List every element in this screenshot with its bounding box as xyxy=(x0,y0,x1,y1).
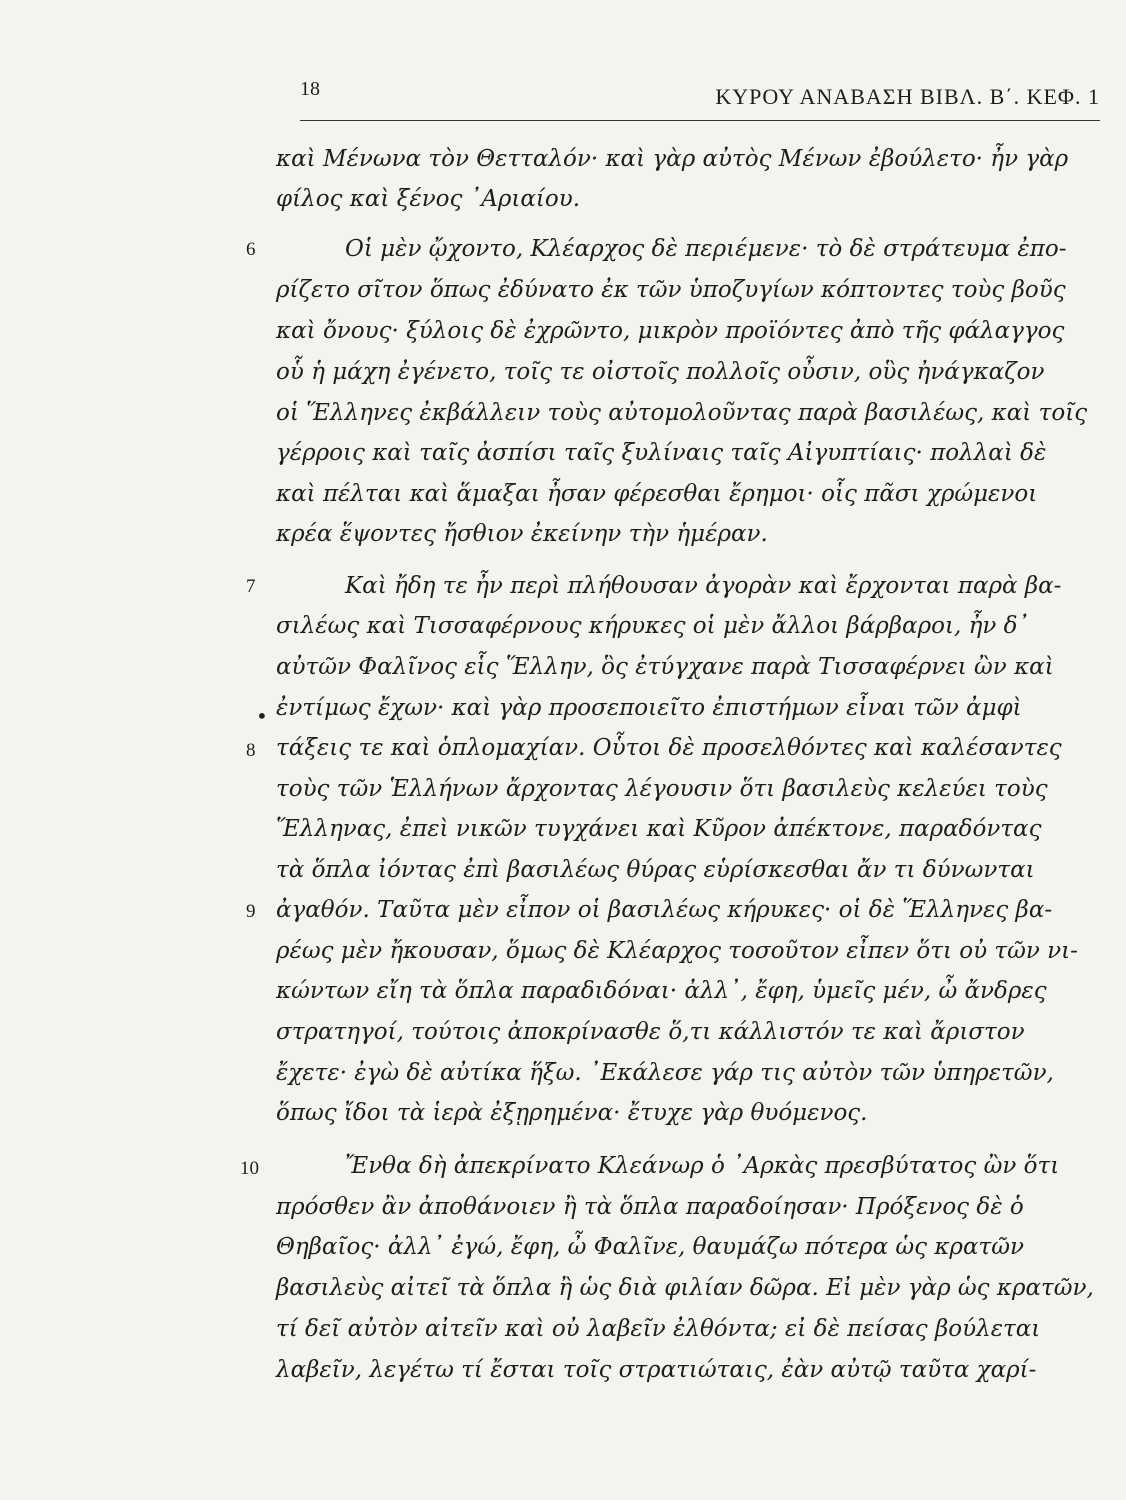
text-line: αὐτῶν Φαλῖνος εἷς Ἕλλην, ὃς ἐτύγχανε παρὰ Τισσαφέρνει ὢν καὶ xyxy=(276,654,1054,680)
text-line: τὰ ὅπλα ἰόντας ἐπὶ βασιλέως θύρας εὑρίσκεσθαι ἄν τι δύνωνται xyxy=(276,857,1035,883)
text-line: Καὶ ἤδη τε ἦν περὶ πλήθουσαν ἀγορὰν καὶ ἔρχονται παρὰ βα- xyxy=(345,573,1062,599)
text-line: καὶ Μένωνα τὸν Θετταλόν· καὶ γὰρ αὐτὸς Μένων ἐβούλετο· ἦν γὰρ xyxy=(276,146,1069,172)
text-line: ἐντίμως ἔχων· καὶ γὰρ προσεποιεῖτο ἐπιστήμων εἶναι τῶν ἀμφὶ xyxy=(276,695,1022,721)
text-line: Οἱ μὲν ᾤχοντο, Κλέαρχος δὲ περιέμενε· τὸ δὲ στράτευμα ἐπο- xyxy=(345,236,1067,262)
section-number: 7 xyxy=(246,576,256,597)
text-line: κώντων εἴη τὰ ὅπλα παραδιδόναι· ἀλλ᾿, ἔφη, ὑμεῖς μέν, ὦ ἄνδρες xyxy=(276,978,1047,1004)
section-number: 9 xyxy=(246,901,256,922)
text-line: καὶ πέλται καὶ ἅμαξαι ἦσαν φέρεσθαι ἔρημοι· οἷς πᾶσι χρώμενοι xyxy=(276,481,1038,507)
section-number: 10 xyxy=(240,1158,259,1179)
margin-dot: • xyxy=(256,704,268,728)
text-line: στρατηγοί, τούτοις ἀποκρίνασθε ὅ,τι κάλλιστόν τε καὶ ἄριστον xyxy=(276,1019,1025,1045)
text-line: πρόσθεν ἂν ἀποθάνοιεν ἢ τὰ ὅπλα παραδοίησαν· Πρόξενος δὲ ὁ xyxy=(276,1194,1024,1220)
text-line: τάξεις τε καὶ ὁπλομαχίαν. Οὗτοι δὲ προσελθόντες καὶ καλέσαντες xyxy=(276,735,1062,761)
page-number: 18 xyxy=(300,78,320,100)
text-line: τοὺς τῶν Ἑλλήνων ἄρχοντας λέγουσιν ὅτι βασιλεὺς κελεύει τοὺς xyxy=(276,776,1048,802)
page-header xyxy=(300,70,1100,121)
text-line: βασιλεὺς αἰτεῖ τὰ ὅπλα ἢ ὡς διὰ φιλίαν δῶρα. Εἰ μὲν γὰρ ὡς κρατῶν, xyxy=(276,1275,1094,1301)
text-line: ὅπως ἴδοι τὰ ἱερὰ ἐξῃρημένα· ἔτυχε γὰρ θυόμενος. xyxy=(276,1100,868,1126)
text-line: κρέα ἕψοντες ἤσθιον ἐκείνην τὴν ἡμέραν. xyxy=(276,521,768,547)
text-line: ἔχετε· ἐγὼ δὲ αὐτίκα ἥξω. ᾿Εκάλεσε γάρ τις αὐτὸν τῶν ὑπηρετῶν, xyxy=(276,1060,1054,1086)
text-line: ἀγαθόν. Ταῦτα μὲν εἶπον οἱ βασιλέως κήρυκες· οἱ δὲ Ἕλληνες βα- xyxy=(276,897,1053,923)
text-line: οἱ Ἕλληνες ἐκβάλλειν τοὺς αὐτομολοῦντας παρὰ βασιλέως, καὶ τοῖς xyxy=(276,400,1088,426)
text-line: Ἔνθα δὴ ἀπεκρίνατο Κλεάνωρ ὁ ᾿Αρκὰς πρεσβύτατος ὢν ὅτι xyxy=(345,1153,1060,1179)
text-line: σιλέως καὶ Τισσαφέρνους κήρυκες οἱ μὲν ἄλλοι βάρβαροι, ἦν δ᾿ xyxy=(276,613,1030,639)
section-number: 8 xyxy=(246,740,256,761)
text-line: καὶ ὄνους· ξύλοις δὲ ἐχρῶντο, μικρὸν προϊόντες ἀπὸ τῆς φάλαγγος xyxy=(276,318,1065,344)
section-number: 6 xyxy=(246,239,256,260)
text-line: Θηβαῖος· ἀλλ᾿ ἐγώ, ἔφη, ὦ Φαλῖνε, θαυμάζω πότερα ὡς κρατῶν xyxy=(276,1234,1024,1260)
text-line: τί δεῖ αὐτὸν αἰτεῖν καὶ οὐ λαβεῖν ἐλθόντα; εἰ δὲ πείσας βούλεται xyxy=(276,1316,1041,1342)
text-line: ρέως μὲν ἤκουσαν, ὅμως δὲ Κλέαρχος τοσοῦτον εἶπεν ὅτι οὐ τῶν νι- xyxy=(276,938,1078,964)
text-line: λαβεῖν, λεγέτω τί ἔσται τοῖς στρατιώταις, ἐὰν αὐτῷ ταῦτα χαρί- xyxy=(276,1357,1037,1383)
text-line: γέρροις καὶ ταῖς ἀσπίσι ταῖς ξυλίναις ταῖς Αἰγυπτίαις· πολλαὶ δὲ xyxy=(276,440,1047,466)
text-line: φίλος καὶ ξένος ᾿Αριαίου. xyxy=(276,186,581,212)
text-line: οὗ ἡ μάχη ἐγένετο, τοῖς τε οἰστοῖς πολλοῖς οὖσιν, οὓς ἠνάγκαζον xyxy=(276,359,1045,385)
text-line: Ἕλληνας, ἐπεὶ νικῶν τυγχάνει καὶ Κῦρον ἀπέκτονε, παραδόντας xyxy=(276,816,1042,842)
running-title: ΚΥΡΟΥ ΑΝΑΒΑΣΗ ΒΙΒΛ. Β΄. ΚΕΦ. 1 xyxy=(715,84,1100,109)
text-line: ρίζετο σῖτον ὅπως ἐδύνατο ἐκ τῶν ὑποζυγίων κόπτοντες τοὺς βοῦς xyxy=(276,277,1066,303)
